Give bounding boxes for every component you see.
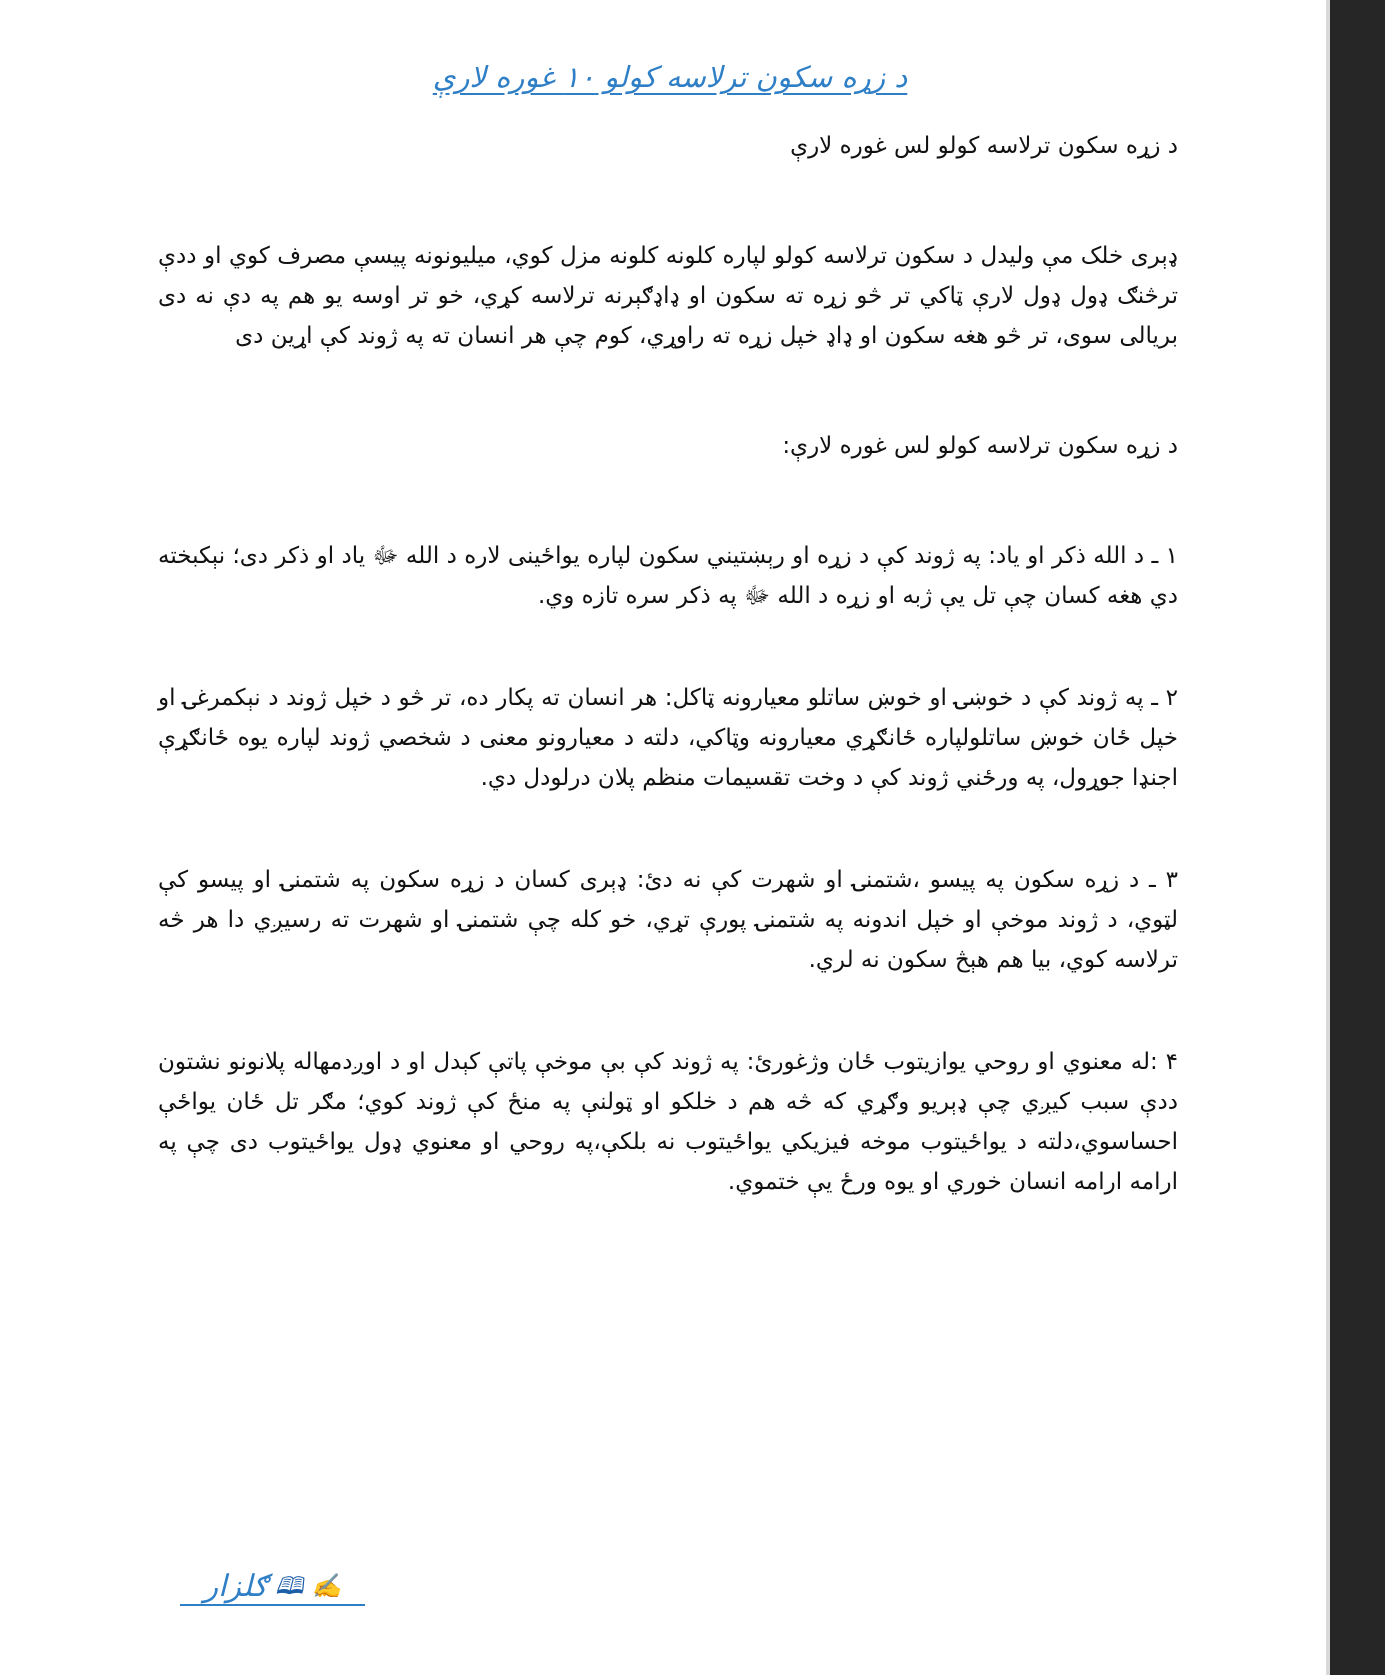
- pen-hand-icon: ✍: [311, 1572, 342, 1600]
- document-body: [158, 126, 1178, 1202]
- intro-heading: د زړه سکون ترلاسه کولو لس غوره لارې: [790, 133, 1178, 159]
- list-item-1: ١ ـ د الله ذکر او یاد: په ژوند کې د زړه او رېښتیني سکون لپاره یواځینی لاره د الله ﷻ یاد او ذکر دی؛ نېکبخته دي هغه کسان چې تل یې ژبه او زړه د الله ﷻ په ذکر سره تازه وي.: [158, 543, 1178, 609]
- book-icon: 🕮: [275, 1572, 304, 1600]
- list-item-2: ٢ ـ په ژوند کې د خوښۍ او خوښ ساتلو معیارونه ټاکل: هر انسان ته پکار ده، تر څو د خپل ژوند د نېکمرغۍ او خپل ځان خوښ ساتلولپاره ځانګړي معیارونه وټاکي، دلته د معیارونو معنی د شخصي ژوند لپاره یوه ځانګړې اجنډا جوړول، په ورځني ژوند کې د وخت تقسیمات منظم پلان درلودل دي.: [158, 685, 1178, 791]
- list-item-4: ۴ :له معنوي او روحي یوازیتوب ځان وژغورئ: په ژوند کې بې موخې پاتې کېدل او د اوږدمهاله پلانونو نشتون ددې سبب کیږي چې ډېریو وګړي که څه هم د خلکو او ټولنې په منځ کې ژوند کوي؛ مګر تل ځان یواځې احساسوي،دلته د یواځیتوب موخه فیزیکي یواځیتوب نه بلکې،په روحي او معنوي ډول یواځیتوب دی چې په ارامه ارامه انسان خوري او یوه ورځ یې ختموي.: [158, 1049, 1178, 1195]
- signature-text: ګلزار: [203, 1569, 268, 1604]
- intro-paragraph: ډېرى خلک مې ولیدل د سکون ترلاسه کولو لپاره کلونه کلونه مزل کوي، میلیونونه پیسې مصرف کوي او ددې ترڅنګ ډول ډول لارې ټاکي تر څو زړه ته سکون او ډاډګېرنه ترلاسه کړي، خو تر اوسه یو هم په دې نه دی بریالی سوی، تر څو هغه سکون او ډاډ خپل زړه ته راوړي، کوم چې هر انسان ته په ژوند کې اړین دی: [158, 243, 1178, 349]
- document-title: د زړه سکون ترلاسه کولو ۱۰ غوره لارې: [432, 60, 908, 94]
- list-item-3: ٣ ـ د زړه سکون په پیسو ،شتمنۍ او شهرت کې نه دئ: ډېرى کسان د زړه سکون په شتمنۍ او پیسو کې لټوي، د ژوند موخې او خپل اندونه په شتمنۍ پورې تړي، خو کله چې شتمنۍ او شهرت ته رسیږي دا هر څه ترلاسه کوي، بیا هم هېڅ سکون نه لري.: [158, 867, 1178, 973]
- list-heading: د زړه سکون ترلاسه کولو لس غوره لارې:: [782, 433, 1178, 459]
- viewer-side-panel: [1330, 0, 1385, 1675]
- signature: [180, 1552, 365, 1606]
